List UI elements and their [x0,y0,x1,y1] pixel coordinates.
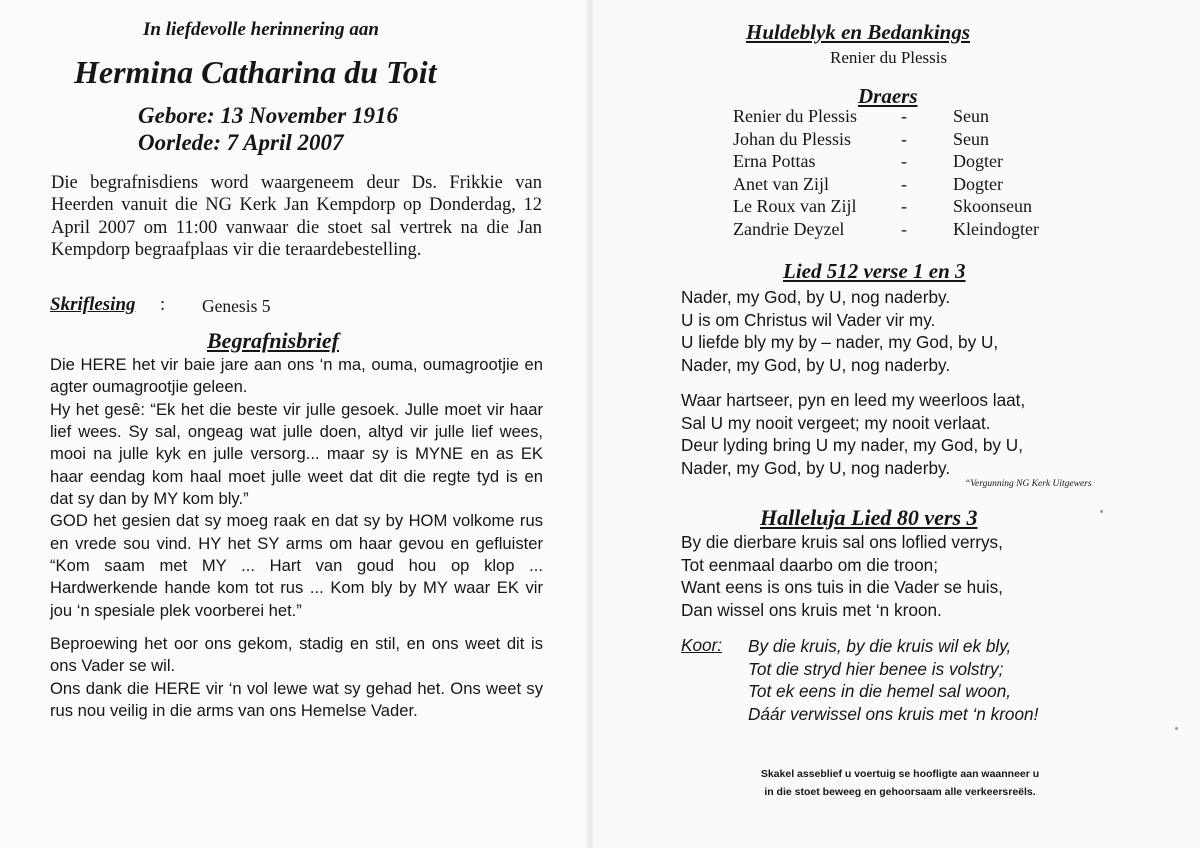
birth-date: Gebore: 13 November 1916 [138,103,398,128]
death-date: Oorlede: 7 April 2007 [138,130,344,155]
bearer-relation: Kleindogter [953,218,1039,239]
tribute-name: Renier du Plessis [830,48,948,67]
bearer-relation: Dogter [953,173,1003,194]
bearer-name: Le Roux van Zijl [733,196,857,216]
bearers-title: Draers [858,84,918,108]
bearer-relation: Seun [953,128,989,149]
bearer-dash: - [901,218,907,239]
lyric-line: By die kruis, by die kruis wil ek bly, [748,636,1012,656]
paper-speck [1175,727,1178,730]
funeral-letter [50,354,543,723]
lyric-line: Tot die stryd hier benee is volstry; [748,658,1004,679]
bearer-row [733,129,1063,152]
lyric-line: By die dierbare kruis sal ons loflied verrys, [681,532,1003,552]
scripture-reading-label-text: Skriflesing [50,294,136,315]
scripture-reading-value: Genesis 5 [202,296,271,316]
bearer-name: Johan du Plessis [733,128,852,149]
bearer-relation: Skoonseun [953,196,1033,216]
funeral-letter-paragraph: Beproewing het oor ons gekom, stadig en stil, en ons weet dit is ons Vader se wil. [50,634,543,676]
bearer-dash: - [901,196,907,216]
lyric-line: Tot eenmaal daarbo om die troon; [681,554,939,575]
hymn-512-title: Lied 512 verse 1 en 3 [783,259,966,283]
lyric-line: U liefde bly my by – nader, my God, by U, [681,332,999,353]
left-page [0,0,590,848]
lyric-line: Nader, my God, by U, nog naderby. [681,287,951,307]
bearer-row [733,106,1063,129]
bearer-name: Anet van Zijl [733,173,829,194]
paper-speck [1100,510,1103,513]
bearers-list [733,106,1063,241]
lyric-line: Nader, my God, by U, nog naderby. [681,457,951,478]
bearer-name: Renier du Plessis [733,106,857,126]
notice-line: Skakel asseblief u voertuig se hoofligte aan waanneer u [760,768,1040,780]
chorus-label: Koor: [681,635,723,655]
bearer-row [733,219,1063,242]
bearer-row [733,174,1063,197]
bearer-relation: Dogter [953,151,1003,171]
hymn-512-verse-1 [681,286,998,376]
chorus [748,635,1038,725]
notice-line: in die stoet beweeg en gehoorsaam alle verkeersreëls. [764,786,1036,798]
lyric-line: U is om Christus wil Vader vir my. [681,309,936,330]
tribute-title: Huldeblyk en Bedankings [746,20,971,44]
bearer-row [733,151,1063,174]
scripture-reading-label [50,294,136,316]
bearer-dash: - [901,151,907,171]
deceased-name: Hermina Catharina du Toit [74,54,437,90]
bearer-row [733,196,1063,219]
service-details: Die begrafnisdiens word waargeneem deur Ds. Frikkie van Heerden vanuit die NG Kerk Jan Kempdorp op Donderdag, 12 April 2007 om 11:00 vanwaar die stoet sal vertrek na die Jan Kempdorp begraafplaas vir die teraardebestelling. [51,173,542,260]
hymn-512-verse-3 [681,389,1025,479]
funeral-letter-paragraph: Die HERE het vir baie jare aan ons ‘n ma, ouma, oumagrootjie en agter oumagrootjie geleen. [50,355,543,397]
bearer-name: Erna Pottas [733,151,816,171]
lyric-line: Dáár verwissel ons kruis met ‘n kroon! [748,703,1039,724]
page-fold [586,0,594,848]
bearer-name: Zandrie Deyzel [733,218,845,239]
lyric-line: Nader, my God, by U, nog naderby. [681,354,951,375]
funeral-letter-title: Begrafnisbrief [207,328,339,353]
procession-notice [700,765,1100,801]
permission-note: “Vergunning NG Kerk Uitgewers [965,479,1092,489]
bearer-dash: - [901,128,907,149]
bearer-dash: - [901,106,907,126]
bearer-dash: - [901,173,907,194]
hymn-80-title: Halleluja Lied 80 vers 3 [760,505,978,530]
lyric-line: Waar hartseer, pyn en leed my weerloos laat, [681,390,1026,410]
scripture-reading-colon: : [160,294,166,315]
bearer-relation: Seun [953,106,989,126]
funeral-letter-paragraph: Ons dank die HERE vir ‘n vol lewe wat sy gehad het. Ons weet sy rus nou veilig in die arms van ons Hemelse Vader. [50,678,543,721]
lyric-line: Tot ek eens in die hemel sal woon, [748,681,1012,702]
lyric-line: Deur lyding bring U my nader, my God, by U, [681,435,1023,456]
funeral-letter-paragraph: Hy het gesê: “Ek het die beste vir julle gesoek. Julle moet vir haar lief wees. Sy sal, ongeag wat julle doen, altyd vir julle lief wees, mooi na julle kyk en julle versorg... maar sy is MYNE en as EK haar eendag kom haal moet julle weet dat dit die regte tyd is en dat sy dan by MY kom bly.” [50,399,543,509]
lyric-line: Dan wissel ons kruis met ‘n kroon. [681,599,942,620]
hymn-80-verse [681,531,1003,621]
memorial-intro: In liefdevolle herinnering aan [143,19,379,40]
funeral-letter-paragraph: GOD het gesien dat sy moeg raak en dat sy by HOM volkome rus en vrede sou vind. HY het SY arms om haar gevou en gefluister “Kom saam met MY ... Hart van goud hou op klop ... Hardwerkende hande kom tot rus ... Kom bly by MY waar EK vir jou ‘n spesiale plek voorberei het.” [50,511,543,620]
lyric-line: Want eens is ons tuis in die Vader se huis, [681,577,1003,598]
lyric-line: Sal U my nooit vergeet; my nooit verlaat. [681,412,991,433]
